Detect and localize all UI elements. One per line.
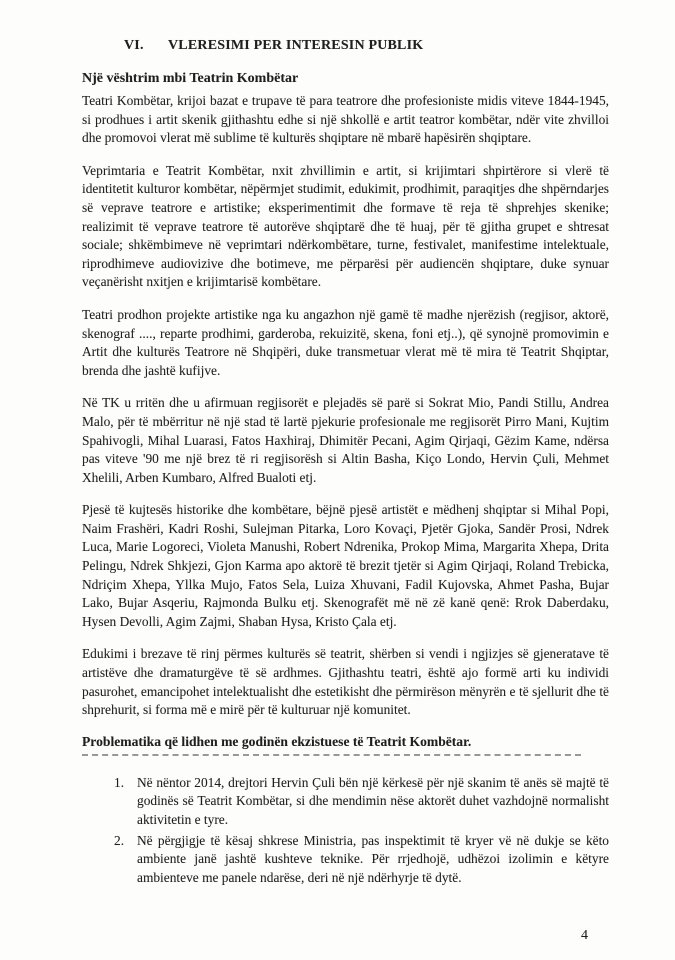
page-number: 4: [581, 928, 588, 943]
section-title: VLERESIMI PER INTERESIN PUBLIK: [168, 38, 424, 53]
problems-heading-underline: [82, 734, 581, 756]
list-item: [114, 774, 609, 830]
list-item-text: Në nëntor 2014, drejtori Hervin Çuli bën një kërkesë për një skanim të anës së majtë të godinës së Teatrit Kombëtar, si dhe mendimin nëse aktorët duhet vazhdojnë normalisht aktivitetin e tyre.: [137, 774, 609, 827]
problems-heading: Problematika që lidhen me godinën ekzistuese të Teatrit Kombëtar.: [82, 733, 472, 749]
paragraph-artists: Pjesë të kujtesës historike dhe kombëtare, bëjnë pjesë artistët e mëdhenj shqiptar si Mihal Popi, Naim Frashëri, Kadri Roshi, Sulejman Pitarka, Loro Kovaçi, Pjetër Gjoka, Sandër Prosi, Ndrek Luca, Marie Logoreci, Violeta Manushi, Robert Ndrenika, Prokop Mima, Margarita Xhepa, Drita Pelingu, Ndrek Shkjezi, Gjon Karma apo aktorë të brezit tjetër si Agim Qirjaqi, Roland Trebicka, Ndriçim Xhepa, Yllka Mujo, Fatos Sela, Luiza Xhuvani, Fadil Kujovska, Ahmet Pasha, Bujar Lako, Bujar Asqeriu, Rajmonda Bulku etj. Skenografët më në zë kanë qenë: Rrok Daberdaku, Hysen Devolli, Agim Zajmi, Shaban Hysa, Kristo Çala etj.: [82, 502, 609, 629]
section-number: VI.: [124, 38, 144, 53]
subtitle: Një vështrim mbi Teatrin Kombëtar: [82, 71, 299, 86]
list-item-number: 1.: [114, 774, 125, 790]
problems-list: [114, 774, 609, 888]
list-item-text: Në përgjigje të kësaj shkrese Ministria, pas inspektimit të kryer vë në dukje se këto ambiente janë jashtë kushteve teknike. Për rrjedhojë, udhëzoi izolimin e këtyre ambienteve me panele ndarëse, deri në një ndërhyrje të dytë.: [137, 832, 609, 885]
paragraph-education: Edukimi i brezave të rinj përmes kulturës së teatrit, shërben si vendi i ngjizjes së gjeneratave të artistëve dhe dramaturgëve të së ardhmes. Gjithashtu teatri, është ajo formë arti ku individi pasurohet, emancipohet intelektualisht dhe estetikisht dhe përmirëson mënyrën e të sjellurit dhe të shprehurit, si forma më e mirë për të kulturuar një komunitet.: [82, 646, 609, 718]
paragraph-activity: Veprimtaria e Teatrit Kombëtar, nxit zhvillimin e artit, si krijimtari shpirtërore si vlerë të identitetit kulturor kombëtar, nëpërmjet studimit, edukimit, prodhimit, paraqitjes dhe shpërndarjes së veprave teatrore e artistike; eksperimentimit dhe formave të reja të shprehjes skenike; realizimit të veprave teatrore të autorëve shqiptarë dhe të huaj, për të gjitha grupet e shtresat sociale; shkëmbimeve në veprimtari ndërkombëtare, turne, festivalet, manifestime intelektuale, riprodhimeve audiovizive dhe botimeve, me përparësi për audiencën shqiptare, duke synuar veçanërisht nxitjen e krijimtarisë kombëtare.: [82, 162, 609, 290]
paragraph-projects: Teatri prodhon projekte artistike nga ku angazhon një gamë të madhe njerëzish (regjisor, aktorë, skenograf ...., reparte prodhimi, garderoba, rekuizitë, skena, foni etj..), që synojnë promovimin e Artit dhe kulturës Teatrore në Shqipëri, duke transmetuar vlerat më të mira të Teatrit Shqiptar, brenda dhe jashtë kufijve.: [82, 306, 609, 378]
list-item-number: 2.: [114, 832, 125, 848]
section-heading: [124, 38, 609, 54]
paragraph-overview: Teatri Kombëtar, krijoi bazat e trupave të para teatrore dhe profesioniste midis viteve 1844-1945, si prodhues i artit skenik gjithashtu edhe si një shkollë e artit teatror kombëtar, ndër vite zhvilloi dhe promovoi vlerat më sublime të kulturës shqiptare në mbarë hapësirën shqiptare.: [82, 93, 609, 146]
paragraph-directors: Në TK u rritën dhe u afirmuan regjisorët e plejadës së parë si Sokrat Mio, Pandi Stillu, Andrea Malo, për të mbërritur në një stad të lartë pjekurie profesionale me regjisorët Pirro Mani, Kujtim Spahivogli, Mihal Luarasi, Fatos Haxhiraj, Dhimitër Pecani, Agim Qirjaqi, Gëzim Kame, ndërsa pas viteve '90 me një brez të ri regjisorësh si Altin Basha, Kiço Londo, Hervin Çuli, Mehmet Xhelili, Arben Kumbaro, Alfred Bualoti etj.: [82, 395, 609, 485]
list-item: [114, 832, 609, 888]
